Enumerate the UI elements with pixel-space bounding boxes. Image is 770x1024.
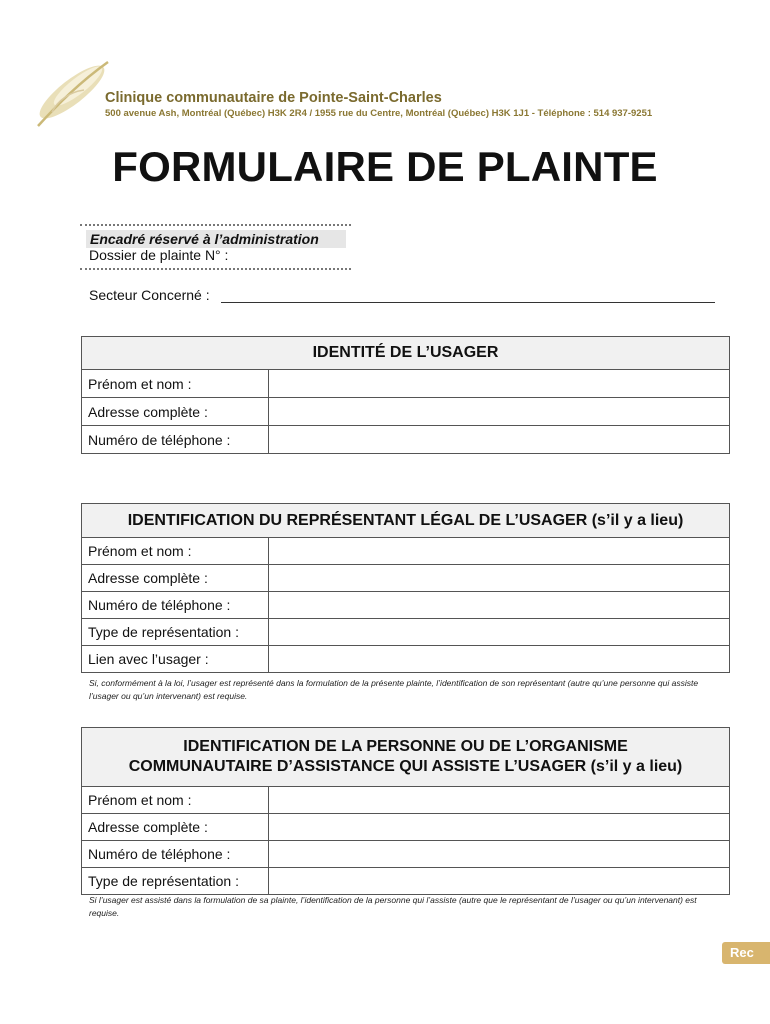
assistance-type-label: Type de représentation : [82, 868, 269, 895]
representant-link-field[interactable] [269, 646, 730, 673]
representant-link-label: Lien avec l’usager : [82, 646, 269, 673]
rec-button[interactable]: Rec [722, 942, 770, 964]
assistance-heading [82, 728, 730, 787]
assistance-address-label: Adresse complète : [82, 814, 269, 841]
assistance-table [81, 727, 730, 895]
representant-type-field[interactable] [269, 619, 730, 646]
assistance-name-field[interactable] [269, 787, 730, 814]
assistance-type-field[interactable] [269, 868, 730, 895]
identite-name-field[interactable] [269, 370, 730, 398]
identite-name-label: Prénom et nom : [82, 370, 269, 398]
assistance-heading-line1: IDENTIFICATION DE LA PERSONNE OU DE L’ORGANISME [183, 738, 628, 755]
representant-type-label: Type de représentation : [82, 619, 269, 646]
admin-box-label: Encadré réservé à l’administration [86, 230, 346, 248]
identite-address-field[interactable] [269, 398, 730, 426]
representant-address-field[interactable] [269, 565, 730, 592]
clinic-name: Clinique communautaire de Pointe-Saint-Charles [105, 90, 442, 106]
assistance-note: Si l’usager est assisté dans la formulation de sa plainte, l’identification de la personne qui l’assiste (autre que le représentant de l’usager ou qu’un intervenant) est requise. [89, 895, 697, 918]
assistance-name-label: Prénom et nom : [82, 787, 269, 814]
identite-phone-label: Numéro de téléphone : [82, 426, 269, 454]
representant-phone-label: Numéro de téléphone : [82, 592, 269, 619]
identite-phone-field[interactable] [269, 426, 730, 454]
identite-heading: IDENTITÉ DE L’USAGER [82, 337, 730, 370]
representant-heading: IDENTIFICATION DU REPRÉSENTANT LÉGAL DE L’USAGER (s’il y a lieu) [82, 504, 730, 538]
representant-phone-field[interactable] [269, 592, 730, 619]
representant-name-label: Prénom et nom : [82, 538, 269, 565]
representant-table [81, 503, 730, 673]
representant-name-field[interactable] [269, 538, 730, 565]
leaf-logo-icon [28, 52, 114, 132]
assistance-heading-line2: COMMUNAUTAIRE D’ASSISTANCE QUI ASSISTE L’USAGER (s’il y a lieu) [128, 758, 683, 775]
identite-address-label: Adresse complète : [82, 398, 269, 426]
assistance-phone-field[interactable] [269, 841, 730, 868]
secteur-label: Secteur Concerné : [89, 287, 210, 303]
form-title: FORMULAIRE DE PLAINTE [112, 143, 658, 190]
secteur-input-line[interactable] [221, 302, 715, 303]
clinic-address: 500 avenue Ash, Montréal (Québec) H3K 2R4 / 1955 rue du Centre, Montréal (Québec) H3K 1J1 - Téléphone : 514 937-9251 [105, 108, 653, 119]
representant-note: Si, conformément à la loi, l’usager est représenté dans la formulation de la présente plainte, l’identification de son représentant (autre qu’une personne qui assiste l’usager ou qu’un intervenant) est requise. [89, 678, 699, 701]
representant-address-label: Adresse complète : [82, 565, 269, 592]
dossier-number-label: Dossier de plainte N° : [89, 247, 229, 263]
assistance-phone-label: Numéro de téléphone : [82, 841, 269, 868]
identite-table [81, 336, 730, 454]
assistance-address-field[interactable] [269, 814, 730, 841]
